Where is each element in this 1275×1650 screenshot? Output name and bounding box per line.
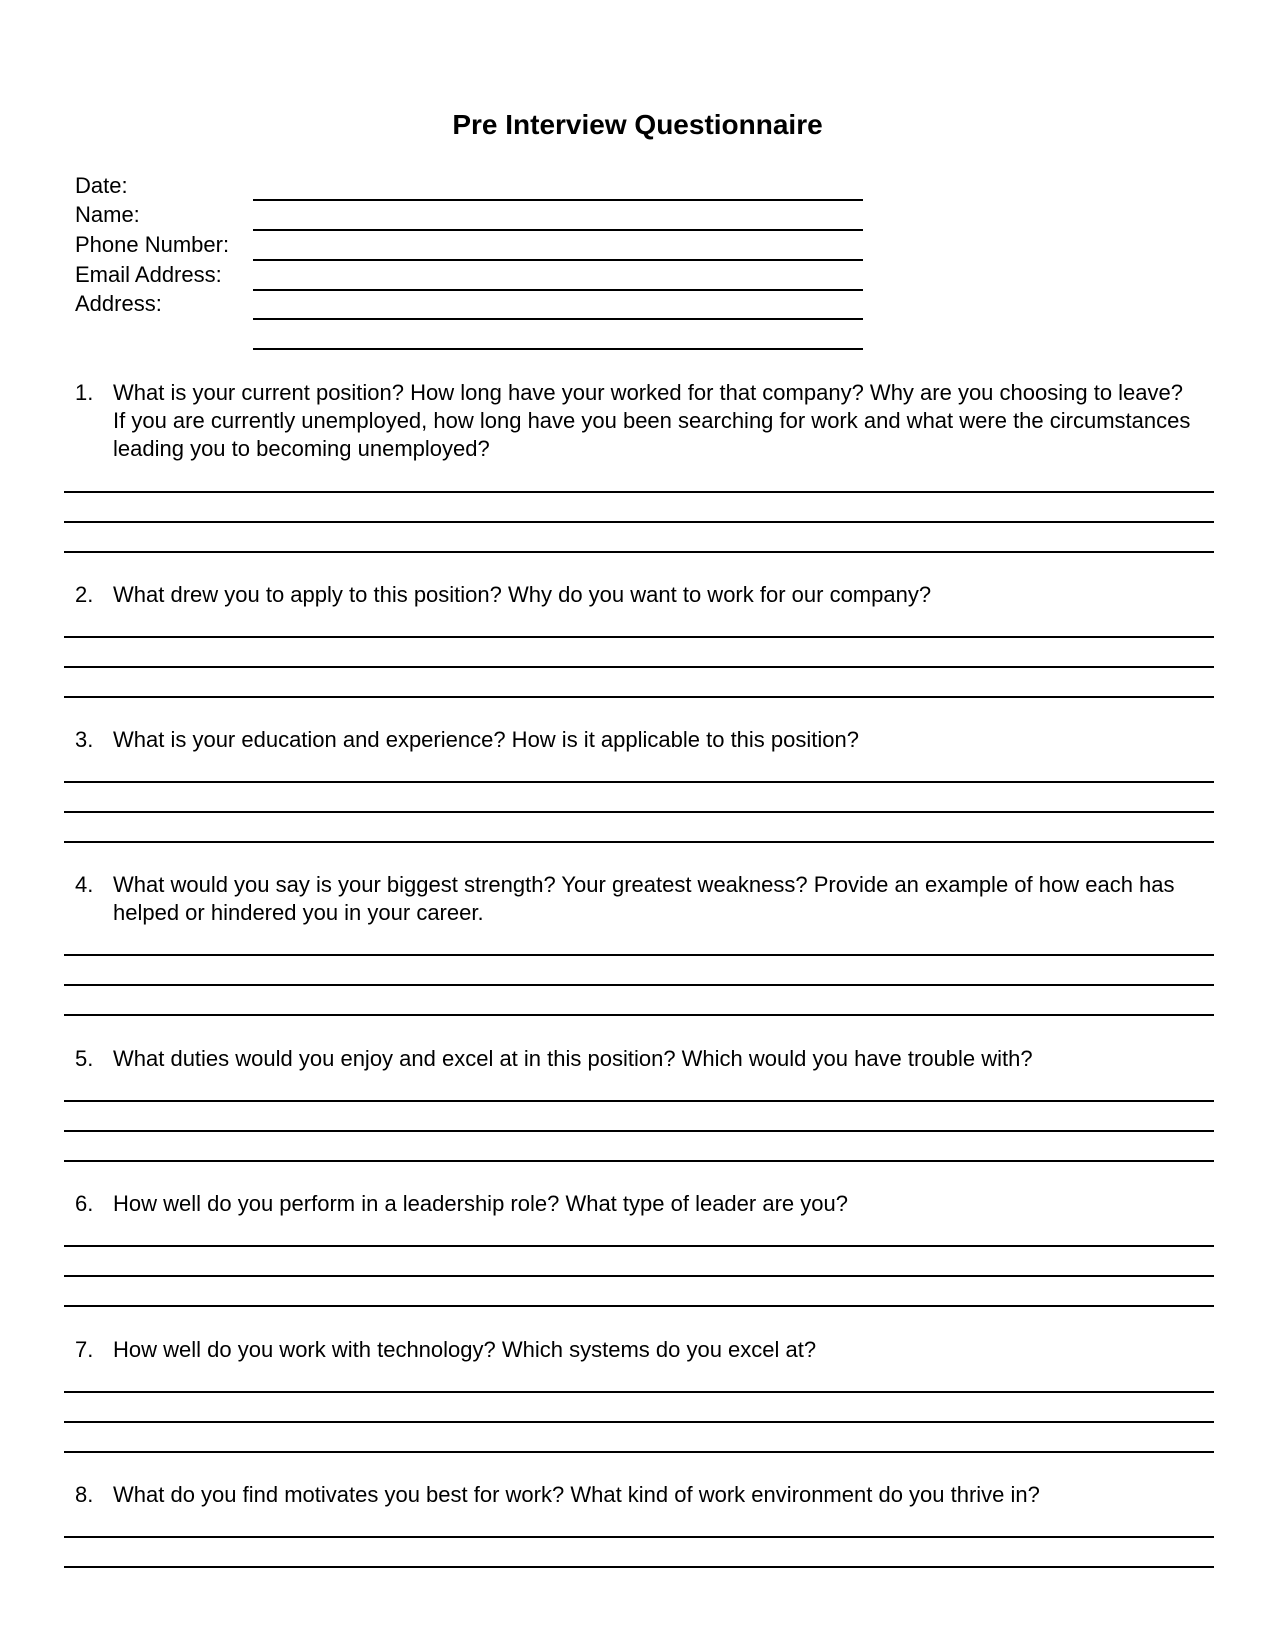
question-6-answer-line[interactable] [64,1275,1214,1277]
phone-number-field[interactable] [253,259,863,261]
question-4-answer-line[interactable] [64,1014,1214,1016]
question-7-answer-line[interactable] [64,1421,1214,1423]
question-8-text: What do you find motivates you best for work? What kind of work environment do you thrive in? [113,1482,1040,1507]
question-2-answer-line[interactable] [64,666,1214,668]
name-field[interactable] [253,229,863,231]
question-4-number: 4. [75,872,94,897]
question-6-answer-line[interactable] [64,1245,1214,1247]
question-5-text: What duties would you enjoy and excel at in this position? Which would you have trouble with? [113,1046,1033,1071]
question-3-number: 3. [75,727,94,752]
question-6-text: How well do you perform in a leadership role? What type of leader are you? [113,1191,848,1216]
question-8-answer-line[interactable] [64,1566,1214,1568]
question-5-answer-line[interactable] [64,1160,1214,1162]
date-field[interactable] [253,199,863,201]
question-7-answer-line[interactable] [64,1451,1214,1453]
name-label: Name: [75,202,140,227]
question-4-answer-line[interactable] [64,954,1214,956]
question-2-text: What drew you to apply to this position? Why do you want to work for our company? [113,582,932,607]
question-2-answer-line[interactable] [64,696,1214,698]
question-1-number: 1. [75,380,94,405]
question-1-answer-line[interactable] [64,521,1214,523]
question-4-text: What would you say is your biggest strength? Your greatest weakness? Provide an example of how each has helped or hindered you in your career. [113,872,1175,925]
question-3-answer-line[interactable] [64,841,1214,843]
question-4-answer-line[interactable] [64,984,1214,986]
question-6-number: 6. [75,1191,94,1216]
question-2-number: 2. [75,582,94,607]
question-3-answer-line[interactable] [64,781,1214,783]
question-2-answer-line[interactable] [64,636,1214,638]
phone-number-label: Phone Number: [75,232,230,257]
question-3-answer-line[interactable] [64,811,1214,813]
question-1-answer-line[interactable] [64,551,1214,553]
page-title: Pre Interview Questionnaire [452,109,823,140]
question-1-text: What is your current position? How long have your worked for that company? Why are you choosing to leave? If you are currently unemployed, how long have you been searching for work and what were the circumstances leading you to becoming unemployed? [113,380,1191,461]
question-1-answer-line[interactable] [64,491,1214,493]
question-5-answer-line[interactable] [64,1100,1214,1102]
question-5-number: 5. [75,1046,94,1071]
question-7-answer-line[interactable] [64,1391,1214,1393]
email-address-field[interactable] [253,289,863,291]
question-5-answer-line[interactable] [64,1130,1214,1132]
address-field-line-2[interactable] [253,348,863,350]
address-field[interactable] [253,318,863,320]
address-label: Address: [75,291,162,316]
email-address-label: Email Address: [75,262,222,287]
question-7-number: 7. [75,1337,94,1362]
question-7-text: How well do you work with technology? Which systems do you excel at? [113,1337,817,1362]
question-6-answer-line[interactable] [64,1305,1214,1307]
question-8-number: 8. [75,1482,94,1507]
question-8-answer-line[interactable] [64,1536,1214,1538]
date-label: Date: [75,173,128,198]
question-3-text: What is your education and experience? How is it applicable to this position? [113,727,859,752]
